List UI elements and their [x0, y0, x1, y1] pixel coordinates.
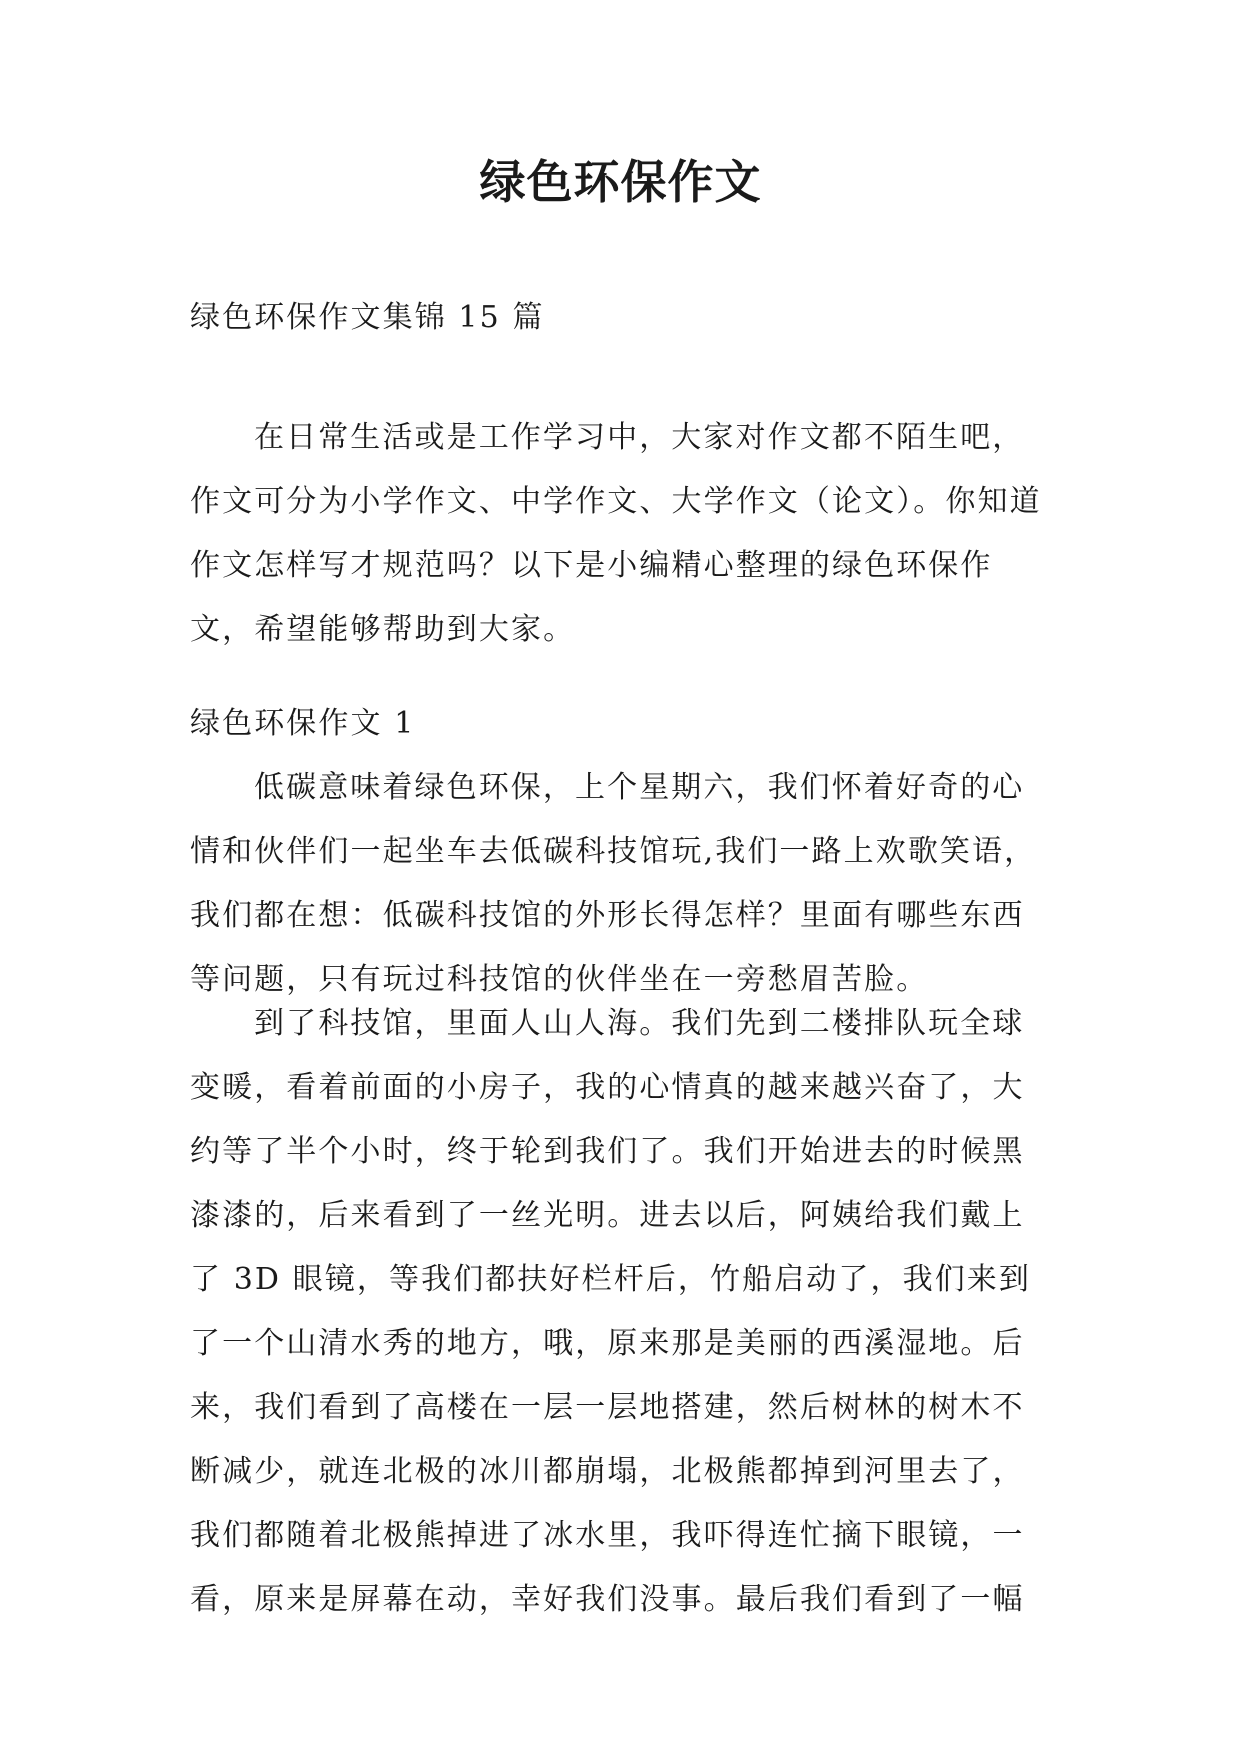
intro-paragraph: 在日常生活或是工作学习中，大家对作文都不陌生吧，作文可分为小学作文、中学作文、大学作文（论文）。你知道作文怎样写才规范吗？以下是小编精心整理的绿色环保作文，希望能够帮助到大家。	[190, 420, 1042, 647]
section-heading: 绿色环保作文 1	[190, 706, 416, 741]
collection-subtitle: 绿色环保作文集锦 15 篇	[190, 300, 545, 335]
body-paragraph-2: 到了科技馆，里面人山人海。我们先到二楼排队玩全球变暖，看着前面的小房子，我的心情真的越来越兴奋了，大约等了半个小时，终于轮到我们了。我们开始进去的时候黑漆漆的，后来看到了一丝光明。进去以后，阿姨给我们戴上了 3D 眼镜，等我们都扶好栏杆后，竹船启动了，我们来到了一个山清水秀的地方，哦，原来那是美丽的西溪湿地。后来，我们看到了高楼在一层一层地搭建，然后树林的树木不断减少，就连北极的冰川都崩塌，北极熊都掉到河里去了，我们都随着北极熊掉进了冰水里，我吓得连忙摘下眼镜，一看，原来是屏幕在动，幸好我们没事。最后我们看到了一幅	[190, 1006, 1032, 1617]
document-title: 绿色环保作文	[479, 155, 762, 209]
body-paragraph-1: 低碳意味着绿色环保，上个星期六，我们怀着好奇的心情和伙伴们一起坐车去低碳科技馆玩,我们一路上欢歌笑语，我们都在想：低碳科技馆的外形长得怎样？里面有哪些东西等问题，只有玩过科技馆的伙伴坐在一旁愁眉苦脸。	[190, 770, 1037, 997]
